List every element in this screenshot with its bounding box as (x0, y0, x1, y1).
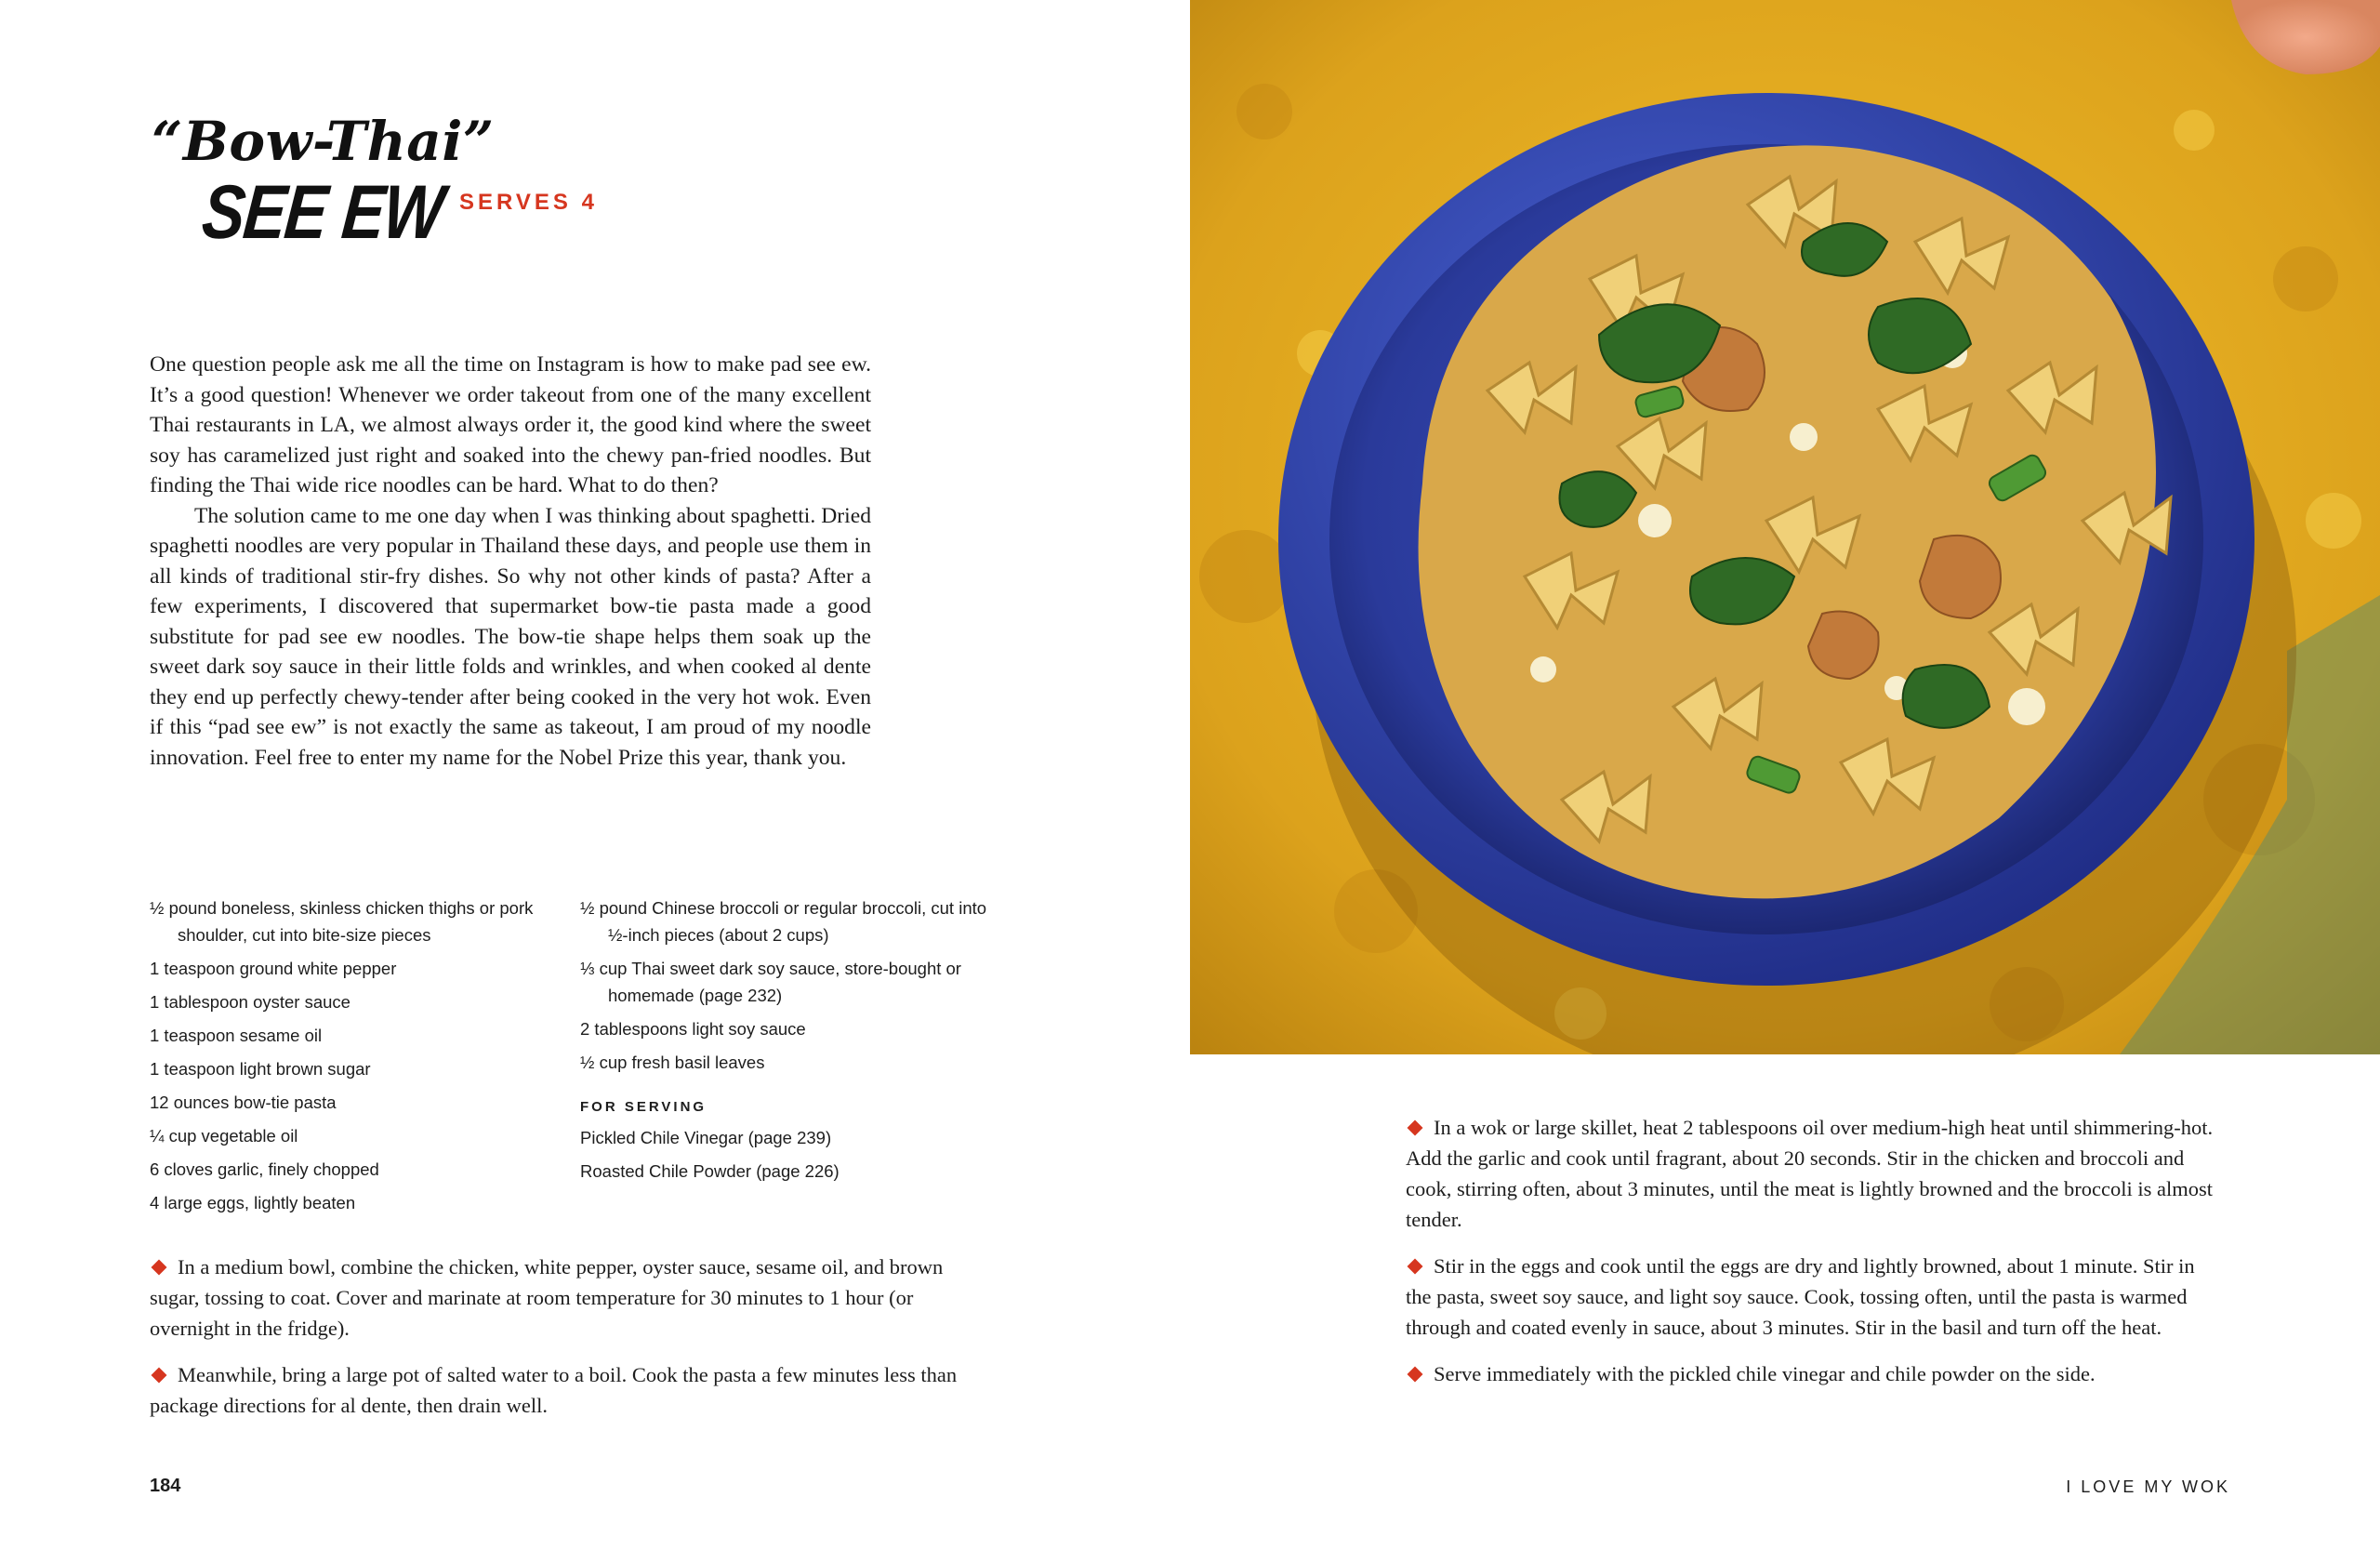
step (1406, 1112, 2224, 1235)
ingredient-item: ½ pound Chinese broccoli or regular broccoli, cut into ½-inch pieces (about 2 cups) (580, 898, 987, 945)
ingredients-column-1 (150, 894, 540, 1223)
diamond-bullet-icon (152, 1368, 167, 1384)
serving-item: Roasted Chile Powder (page 226) (580, 1161, 840, 1181)
ingredient-item: 12 ounces bow-tie pasta (150, 1093, 337, 1112)
for-serving-heading: FOR SERVING (580, 1099, 707, 1115)
intro-text (150, 350, 871, 773)
step-text: In a wok or large skillet, heat 2 tablespoons oil over medium-high heat until shimmering-hot. Add the garlic and cook until fragrant, about 20 seconds. Stir in the chicken and broccoli and cook, stirring often, about 3 minutes, until the meat is lightly browned and the broccoli is almost tender. (1406, 1116, 2214, 1231)
book-title-footer: I LOVE MY WOK (2066, 1477, 2230, 1496)
intro-paragraph-1: One question people ask me all the time on Instagram is how to make pad see ew. It’s a good question! Whenever we order takeout from one of the many excellent Thai restaurants in LA, we almost always order it, the good kind where the sweet soy has caramelized just right and soaked into the chewy pan-fried noodles. But finding the Thai wide rice noodles can be hard. What to do then? (150, 352, 871, 497)
step (1406, 1358, 2224, 1389)
ingredient-item: 1 teaspoon light brown sugar (150, 1059, 371, 1079)
diamond-bullet-icon (1408, 1367, 1423, 1383)
ingredient-item: 4 large eggs, lightly beaten (150, 1193, 356, 1212)
recipe-title-top: “Bow-Thai” (152, 110, 495, 173)
steps-right-column (1406, 1112, 2224, 1405)
step (150, 1359, 968, 1421)
ingredient-item: ¼ cup vegetable oil (150, 1126, 298, 1146)
serving-item: Pickled Chile Vinegar (page 239) (580, 1128, 832, 1147)
step-text: Stir in the eggs and cook until the eggs are dry and lightly browned, about 1 minute. Stir in the pasta, sweet soy sauce, and light soy sauce. Cook, tossing often, until the pasta is warmed through and coated evenly in sauce, about 3 minutes. Stir in the basil and turn off the heat. (1406, 1254, 2195, 1339)
step (150, 1252, 968, 1344)
step-text: Meanwhile, bring a large pot of salted water to a boil. Cook the pasta a few minutes less than package directions for al dente, then drain well. (150, 1363, 958, 1417)
step-text: In a medium bowl, combine the chicken, white pepper, oyster sauce, sesame oil, and brown sugar, tossing to coat. Cover and marinate at room temperature for 30 minutes to 1 hour (or overnight in the fridge). (150, 1255, 944, 1340)
ingredient-item: ⅓ cup Thai sweet dark soy sauce, store-bought or homemade (page 232) (580, 959, 961, 1005)
ingredient-item: ½ cup fresh basil leaves (580, 1053, 765, 1072)
serves-label: SERVES 4 (459, 190, 598, 215)
recipe-title-main: SEE EW (198, 170, 446, 255)
ingredient-item: 1 teaspoon ground white pepper (150, 959, 397, 978)
ingredient-item: 2 tablespoons light soy sauce (580, 1019, 806, 1039)
step (1406, 1251, 2224, 1343)
steps-left-column (150, 1252, 968, 1437)
diamond-bullet-icon (1408, 1120, 1423, 1136)
intro-paragraph-2: The solution came to me one day when I was thinking about spaghetti. Dried spaghetti noodles are very popular in Thailand these days, and people use them in all kinds of traditional stir-fry dishes. So why not other kinds of pasta? After a few experiments, I discovered that supermarket bow-tie pasta made a good substitute for pad see ew noodles. The bow-tie shape helps them soak up the sweet dark soy sauce in their little folds and wrinkles, and when cooked al dente they end up perfectly chewy-tender after being cooked in the very hot wok. Even if this “pad see ew” is not exactly the same as takeout, I am proud of my noodle innovation. Feel free to enter my name for the Nobel Prize this year, thank you. (150, 503, 871, 770)
ingredient-item: 6 cloves garlic, finely chopped (150, 1159, 379, 1179)
diamond-bullet-icon (152, 1260, 167, 1276)
step-text: Serve immediately with the pickled chile vinegar and chile powder on the side. (1434, 1362, 2096, 1385)
ingredient-item: 1 tablespoon oyster sauce (150, 992, 350, 1012)
page-number: 184 (150, 1476, 181, 1496)
ingredients-column-2 (580, 894, 989, 1191)
ingredient-item: ½ pound boneless, skinless chicken thighs or pork shoulder, cut into bite-size pieces (150, 898, 534, 945)
diamond-bullet-icon (1408, 1259, 1423, 1275)
ingredient-item: 1 teaspoon sesame oil (150, 1026, 323, 1045)
